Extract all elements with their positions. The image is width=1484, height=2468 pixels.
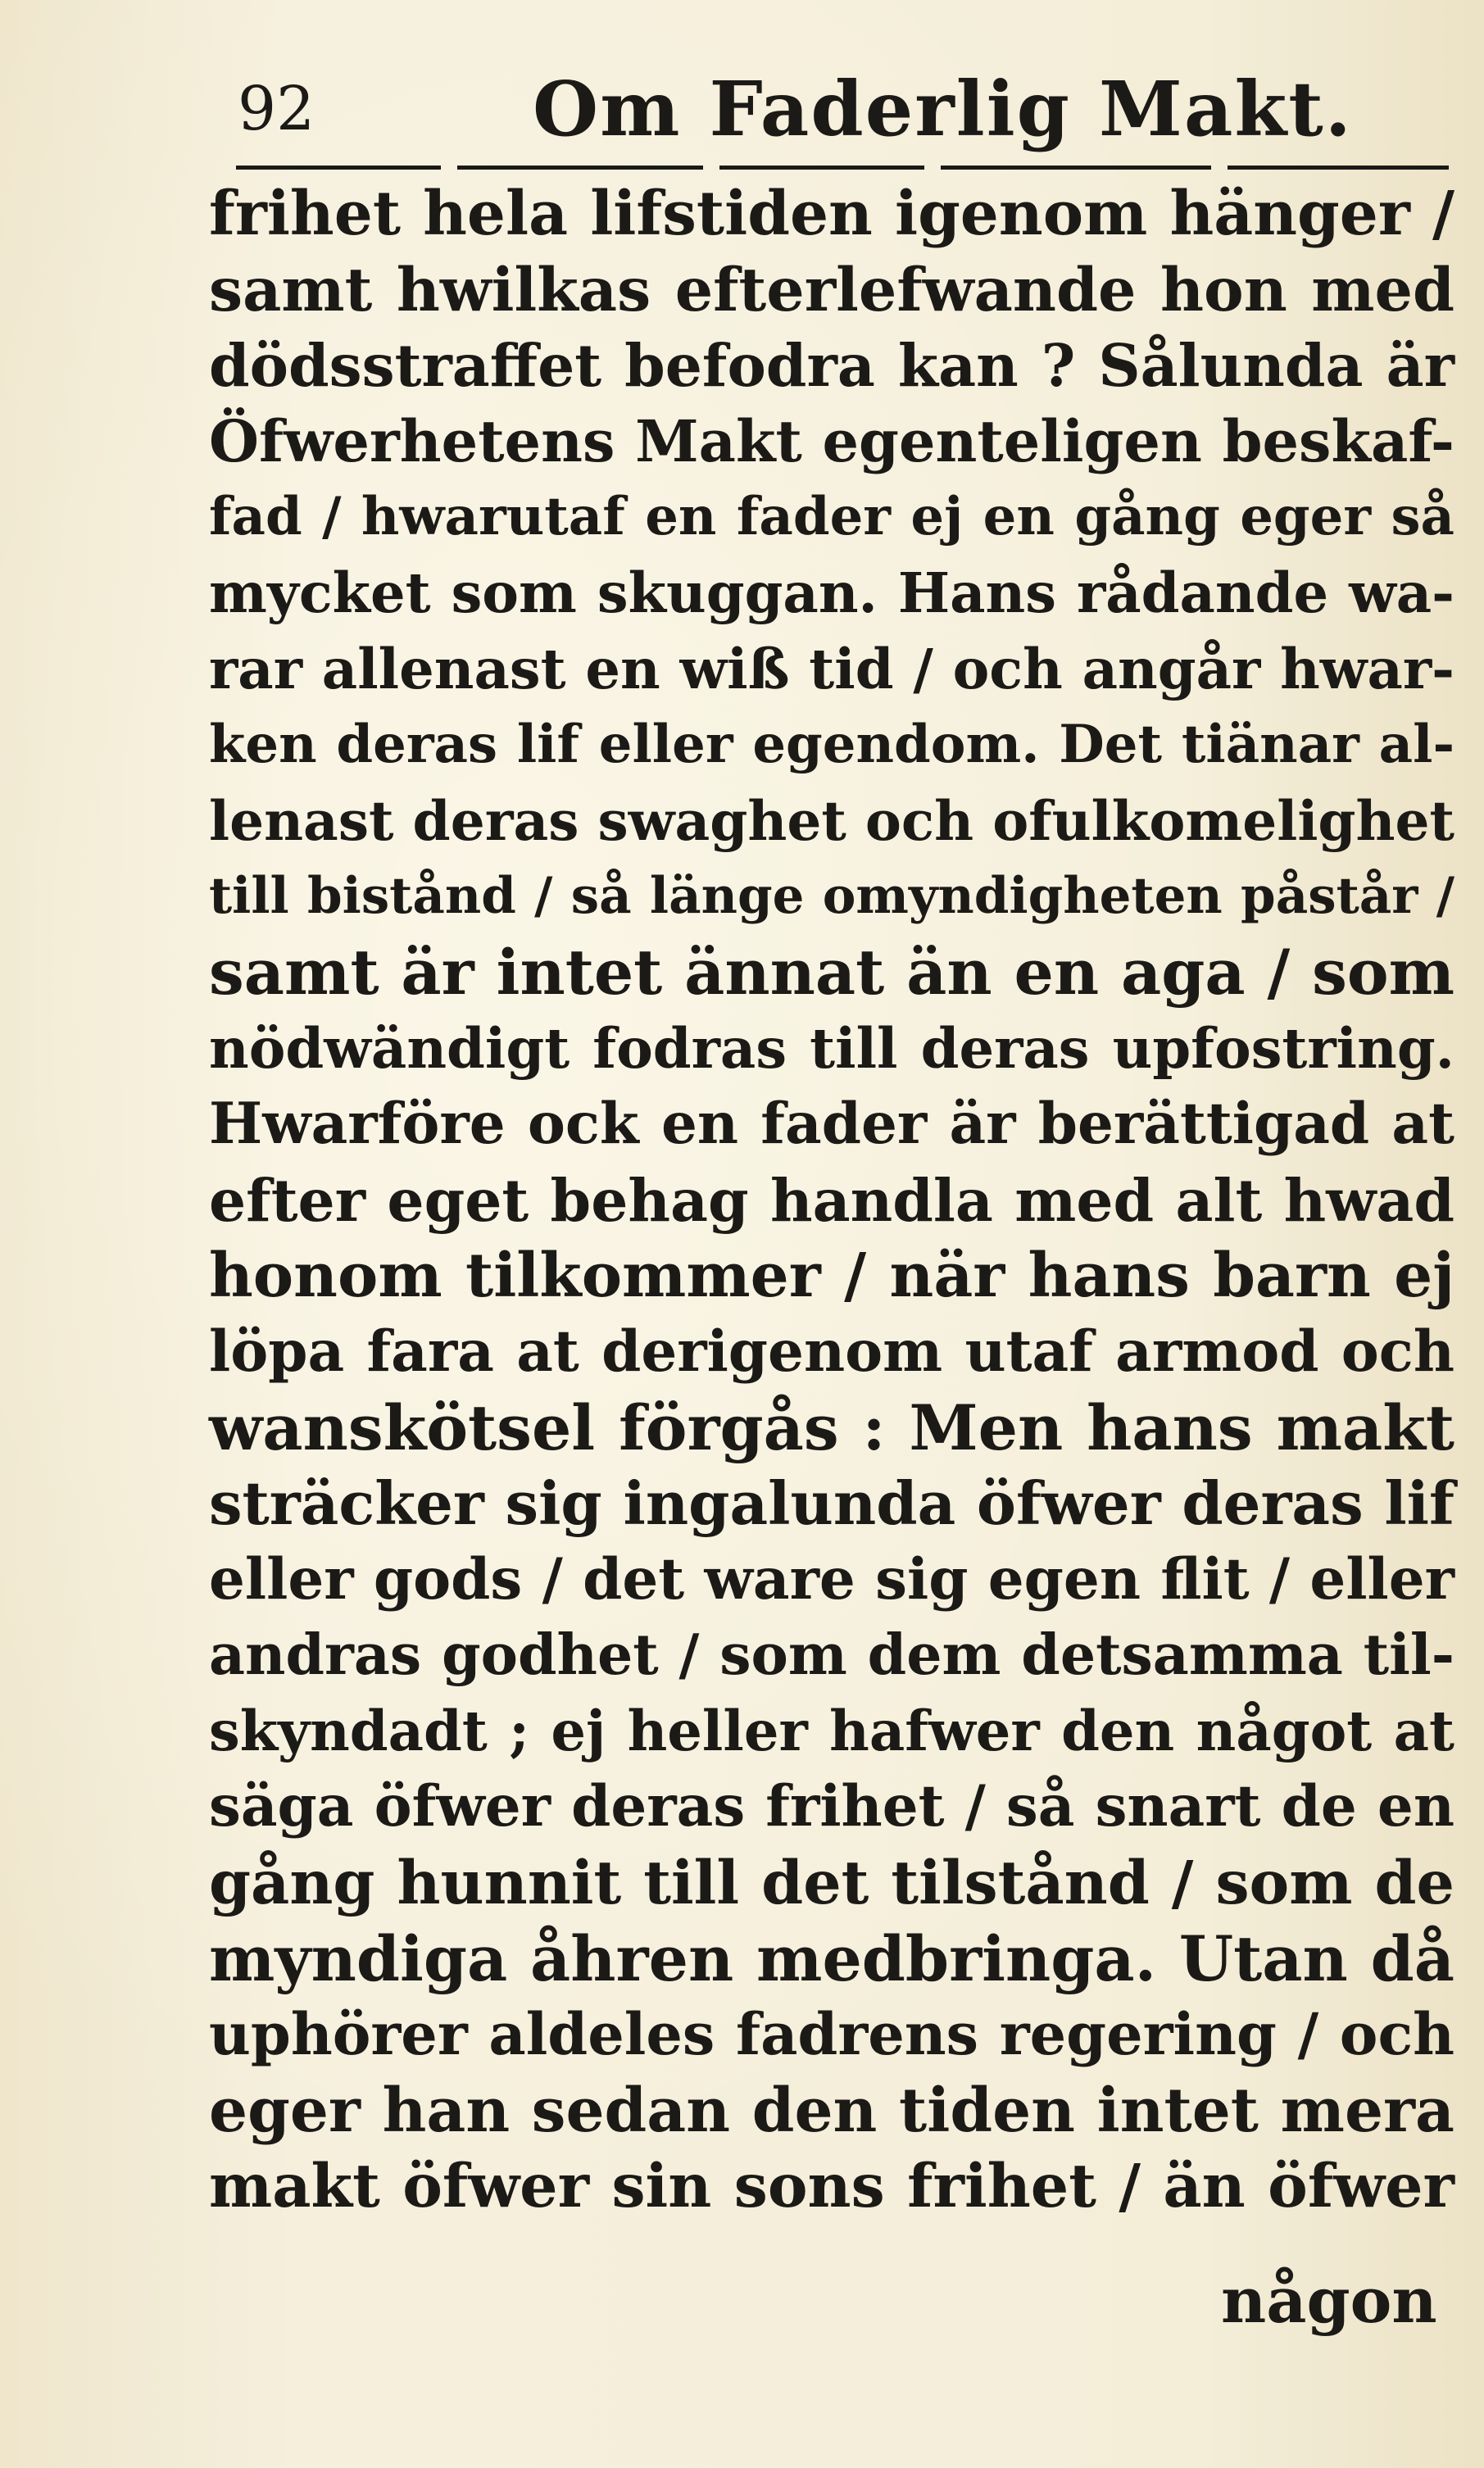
text-line: nödwändigt fodras till deras upfostring. [209, 1015, 1455, 1081]
text-line: Öfwerhetens Makt egenteligen beskaf- [209, 406, 1455, 475]
text-line: samt hwilkas efterlefwande hon med [209, 254, 1455, 325]
text-line: skyndadt ; ej heller hafwer den något at [209, 1698, 1455, 1763]
running-title: Om Faderlig Makt. [533, 65, 1353, 153]
page-number: 92 [238, 74, 315, 144]
text-line: sträcker sig ingalunda öfwer deras lif [209, 1468, 1455, 1539]
text-line: efter eget behag handla med alt hwad [209, 1165, 1455, 1235]
text-line: andras godhet / som dem detsamma til- [209, 1622, 1455, 1689]
text-line: eger han sedan den tiden intet mera [209, 2075, 1455, 2146]
text-line: samt är intet ännat än en aga / som [209, 935, 1455, 1009]
header-rule [236, 162, 1449, 174]
text-line: makt öfwer sin sons frihet / än öfwer [209, 2151, 1455, 2222]
text-line: Hwarföre ock en fader är berättigad at [209, 1091, 1455, 1158]
text-line: honom tilkommer / när hans barn ej [209, 1241, 1455, 1312]
text-line: löpa fara at derigenom utaf armod och [209, 1318, 1455, 1385]
text-line: wanskötsel förgås : Men hans makt [209, 1391, 1455, 1464]
text-line: till bistånd / så länge omyndigheten påstår / [209, 867, 1455, 926]
text-line: gång hunnit till det tilstånd / som de [209, 1848, 1455, 1919]
text-line: rar allenast en wiß tid / och angår hwar- [209, 636, 1455, 701]
text-line: mycket som skuggan. Hans rådande wa- [209, 560, 1455, 625]
page-header [238, 64, 1442, 154]
text-line: frihet hela lifstiden igenom hänger / [209, 179, 1455, 249]
text-line: dödsstraffet befodra kan ? Sålunda är [209, 331, 1455, 401]
text-line: uphörer aldeles fadrens regering / och [209, 2000, 1455, 2069]
catchword: någon [1221, 2264, 1437, 2337]
text-line: fad / hwarutaf en fader ej en gång eger så [209, 486, 1455, 548]
body-text [209, 176, 1455, 2225]
text-line: lenast deras swaghet och ofulkomelighet [209, 788, 1455, 853]
text-line: myndiga åhren medbringa. Utan då [209, 1921, 1455, 1995]
text-line: ken deras lif eller egendom. Det tiänar al- [209, 714, 1455, 776]
text-line: eller gods / det ware sig egen flit / eller [209, 1545, 1455, 1613]
text-line: säga öfwer deras frihet / så snart de en [209, 1773, 1455, 1840]
